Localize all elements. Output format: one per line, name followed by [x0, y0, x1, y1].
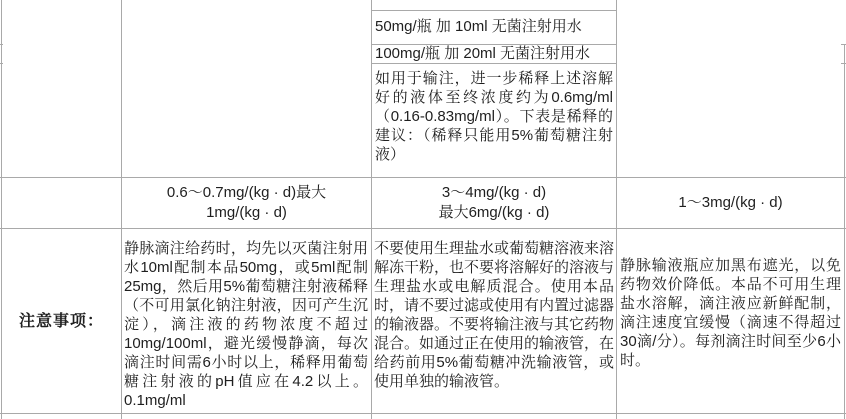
cell-dosage-col2 [122, 178, 371, 227]
cell-reconstitution-100mg: 100mg/瓶 加 20ml 无菌注射用水 [375, 45, 591, 62]
table-edge-tick [0, 63, 3, 64]
cell-precautions-col3: 不要使用生理盐水或葡萄糖溶液来溶解冻干粉，也不要将溶解好的溶液与生理盐水或电解质混合。使用本品时，请不要过滤或使用有内置过滤器的输液器。不要将输注液与其它药物混合。如通过正在使用的输液管，在给药前用5%葡萄糖冲洗输液管，或使用单独的输液管。 [374, 240, 615, 390]
cell-infusion-note: 如用于输注，进一步稀释上述溶解好的液体至终浓度约为0.6mg/ml（0.16-0.83mg/ml）。下表是稀释的建议：（稀释只能用5%葡萄糖注射液） [375, 70, 613, 163]
cell-dosage-col4 [617, 178, 844, 227]
table-border-right [844, 44, 845, 419]
dosage-line: 最大6mg/(kg · d) [438, 203, 550, 221]
dosage-line: 0.6～0.7mg/(kg · d)最大 [166, 183, 327, 201]
cell-dosage-col3 [372, 178, 616, 227]
dosage-line: 1～3mg/(kg · d) [678, 193, 783, 211]
table-row-line [371, 10, 617, 11]
table-edge-tick [841, 44, 846, 45]
table-row-line [371, 63, 617, 64]
table-row-line [0, 413, 846, 414]
cell-precautions-col2: 静脉滴注给药时，均先以灭菌注射用水10ml配制本品50mg，或5ml配制25mg，然后用5%葡萄糖注射液稀释（不可用氯化钠注射液，因可产生沉淀），滴注液的药物浓度不超过10mg/100ml，避光缓慢静滴，每次滴注时间需6小时以上，稀释用葡萄糖注射液的pH值应在4.2以上。0.1mg/ml [124, 240, 368, 409]
dosage-line: 1mg/(kg · d) [206, 203, 287, 221]
table-edge-tick [841, 63, 846, 64]
cell-reconstitution-50mg: 50mg/瓶 加 10ml 无菌注射用水 [375, 18, 582, 35]
table-edge-tick [0, 44, 3, 45]
dosage-line: 3～4mg/(kg · d) [441, 183, 547, 201]
cell-precautions-col4: 静脉输液瓶应加黑布遮光，以免药物效价降低。本品不可用生理盐水溶解，滴注液应新鲜配制，滴注速度宜缓慢（滴速不得超过30滴/分）。每剂滴注时间至少6小时。 [620, 257, 841, 369]
table-row-line [0, 228, 846, 229]
row-header-precautions: 注意事项： [18, 312, 104, 330]
